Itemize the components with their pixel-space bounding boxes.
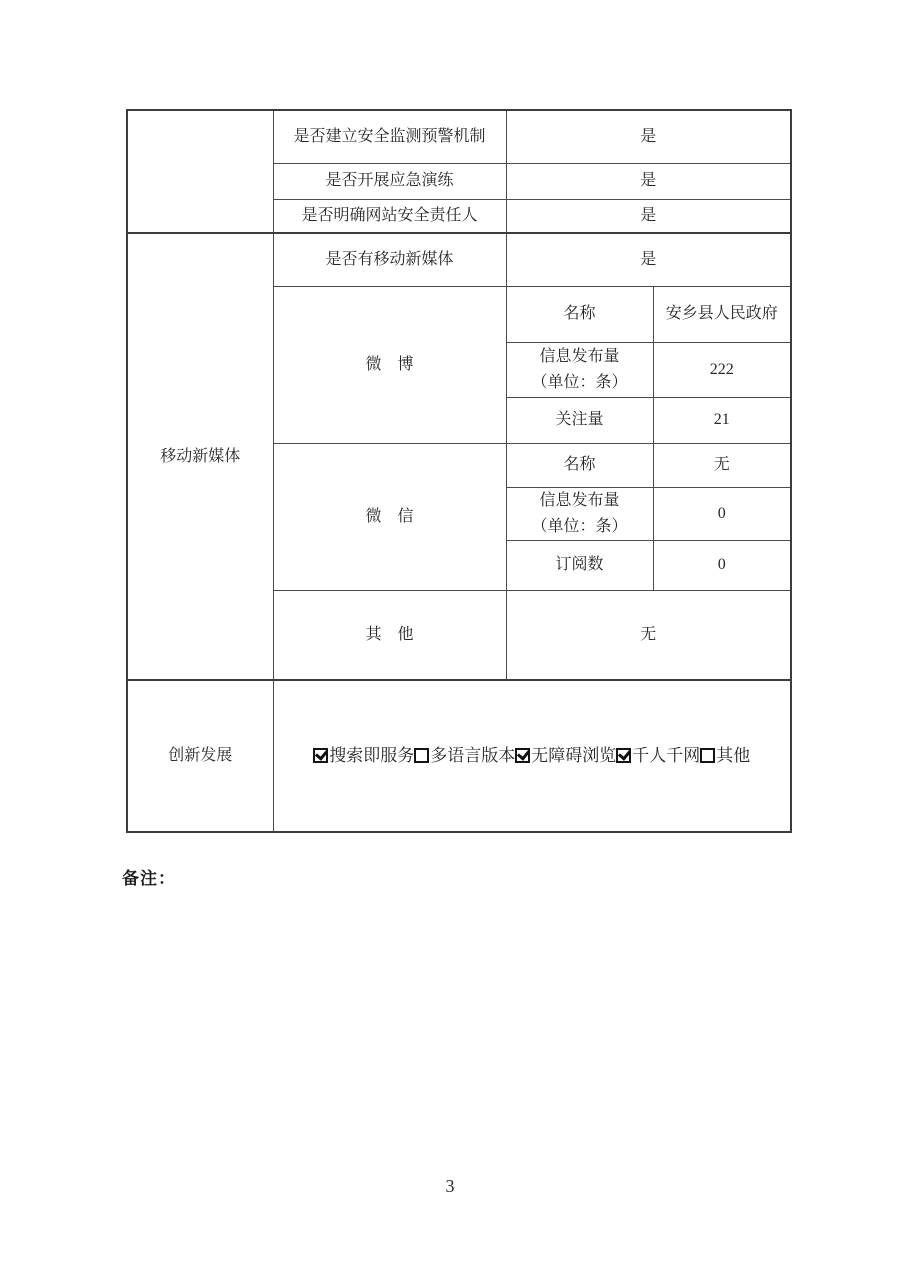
innovation-option (414, 744, 515, 768)
section-cell-innovation: 创新发展 (127, 680, 273, 832)
weibo-label-cell: 微 博 (273, 286, 506, 443)
question-emergency-drill: 是否开展应急演练 (273, 163, 506, 199)
weibo-name-label: 名称 (506, 286, 653, 342)
weibo-followers-label: 关注量 (506, 397, 653, 443)
answer-security-monitoring: 是 (506, 110, 791, 163)
innovation-options (280, 744, 785, 768)
section-cell-empty (127, 110, 273, 233)
question-security-responsible: 是否明确网站安全责任人 (273, 199, 506, 233)
weibo-posts-label (506, 342, 653, 397)
weibo-posts-value: 222 (653, 342, 791, 397)
innovation-option (515, 744, 616, 768)
innovation-option-label: 千人千网 (632, 746, 701, 765)
wechat-name-label: 名称 (506, 443, 653, 487)
weibo-posts-label-line2: （单位：条） (531, 373, 628, 391)
innovation-option-label: 搜索即服务 (329, 746, 415, 765)
wechat-label-cell: 微 信 (273, 443, 506, 590)
wechat-name-value: 无 (653, 443, 791, 487)
remarks-label: 备注： (122, 869, 176, 888)
innovation-cell (273, 680, 791, 832)
weibo-name-value: 安乡县人民政府 (653, 286, 791, 342)
other-media-value: 无 (506, 590, 791, 680)
wechat-posts-label-line2: （单位：条） (531, 517, 628, 535)
innovation-option-label: 多语言版本 (430, 746, 516, 765)
weibo-posts-label-line1: 信息发布量 (539, 347, 620, 365)
wechat-posts-label (506, 487, 653, 540)
checkbox-checked-icon (515, 748, 530, 763)
weibo-followers-value: 21 (653, 397, 791, 443)
checkbox-checked-icon (313, 748, 328, 763)
answer-security-responsible: 是 (506, 199, 791, 233)
wechat-subscribers-value: 0 (653, 540, 791, 590)
question-has-mobile-media: 是否有移动新媒体 (273, 233, 506, 286)
answer-emergency-drill: 是 (506, 163, 791, 199)
page-number: 3 (445, 1176, 455, 1196)
innovation-option-label: 其他 (716, 746, 751, 765)
wechat-posts-value: 0 (653, 487, 791, 540)
innovation-option (700, 744, 750, 768)
other-media-label: 其 他 (273, 590, 506, 680)
question-security-monitoring: 是否建立安全监测预警机制 (273, 110, 506, 163)
innovation-option (313, 744, 414, 768)
checkbox-unchecked-icon (700, 748, 715, 763)
answer-has-mobile-media: 是 (506, 233, 791, 286)
wechat-posts-label-line1: 信息发布量 (539, 491, 620, 509)
checkbox-unchecked-icon (414, 748, 429, 763)
report-table (126, 109, 792, 833)
wechat-subscribers-label: 订阅数 (506, 540, 653, 590)
section-cell-mobile-media: 移动新媒体 (127, 233, 273, 680)
report-table-container (126, 109, 792, 833)
innovation-option-label: 无障碍浏览 (531, 746, 617, 765)
innovation-option (616, 744, 700, 768)
checkbox-checked-icon (616, 748, 631, 763)
